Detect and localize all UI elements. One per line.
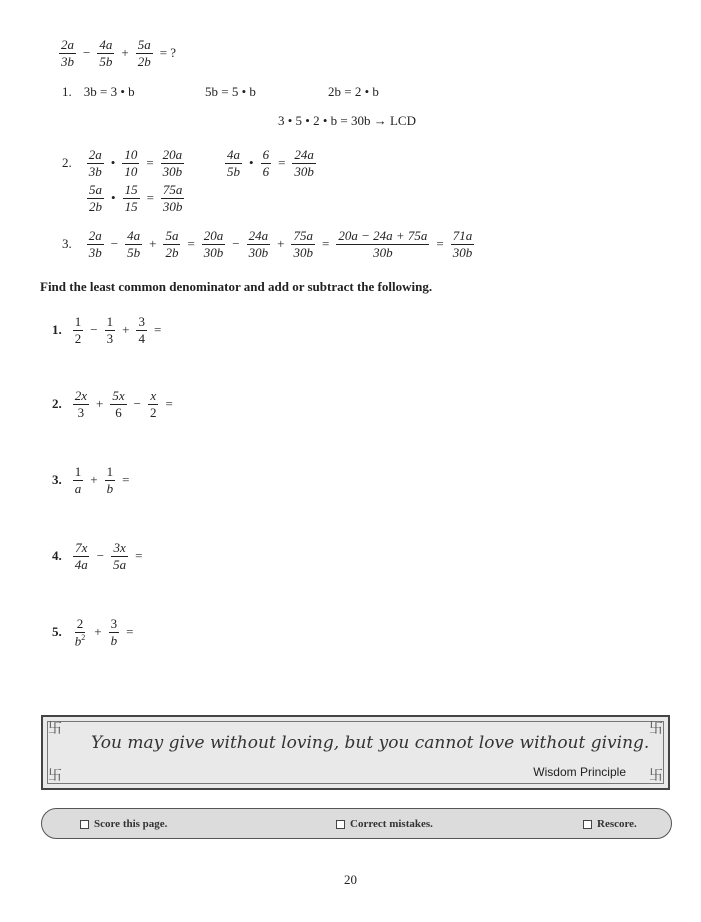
- fraction: $\frac{1}{3}$: [106, 314, 114, 346]
- corner-ornament-icon: 卐: [649, 768, 663, 784]
- fraction: $\frac{1}{b}$: [106, 464, 114, 496]
- example-problem: 2a 3b − $\frac{4a}{5b}$ + $\frac{5a}{2b}$ = ?: [61, 37, 177, 69]
- exercise-4: 4. 7x 4a − $\frac{3x}{5a}$ =: [52, 540, 143, 572]
- fraction: $\frac{3x}{5a}$: [113, 540, 127, 572]
- fraction: 2x 3: [74, 388, 88, 420]
- fraction: $\frac{3}{4}$: [138, 314, 145, 346]
- fraction: $\frac{5a}{2b}$: [137, 37, 151, 69]
- exercise-3: 3. 1 a + $\frac{1}{b}$ =: [52, 464, 130, 496]
- fraction: $\frac{5a}{2b}$: [165, 228, 179, 260]
- step3-row: 3. 2a 3b − $\frac{4a}{5b}$ + $\frac{5a}{2b}$ = $\frac{20a}{30b}$ − $\frac{24a}{30b}$ + $\frac{75a}{30b}$ = $\frac{20a - 24a + 75a}{30b}$ = $\frac{71a}{30b}$: [62, 228, 473, 260]
- fraction: 2a 3b: [61, 37, 74, 69]
- step2-row1: 2. 2a 3b • $\frac{10}{10}$ = $\frac{20a}{30b}$: [62, 147, 183, 179]
- page-number: 20: [344, 872, 357, 887]
- factor-3b: 3b = 3 • b: [83, 84, 135, 99]
- fraction: $\frac{10}{10}$: [124, 147, 138, 179]
- fraction: 4a 5b: [227, 147, 240, 179]
- exercise-2: 2. 2x 3 + $\frac{5x}{6}$ − $\frac{x}{2}$ =: [52, 388, 173, 420]
- exercise-1: 1. 1 2 − $\frac{1}{3}$ + $\frac{3}{4}$ =: [52, 314, 162, 346]
- fraction: $\frac{20a}{30b}$: [203, 228, 224, 260]
- corner-ornament-icon: 卐: [48, 768, 62, 784]
- instructions-heading: Find the least common denominator and add or subtract the following.: [40, 279, 433, 294]
- fraction: 1 2: [74, 314, 82, 346]
- lcd-line: 3 • 5 • 2 • b = 30b → LCD: [278, 113, 416, 128]
- fraction: 5a 2b: [89, 182, 102, 214]
- fraction: $\frac{x}{2}$: [150, 388, 157, 420]
- step2-row1b: 4a 5b • $\frac{6}{6}$ = $\frac{24a}{30b}$: [227, 147, 314, 179]
- factor-2b: 2b = 2 • b: [328, 84, 379, 99]
- fraction: $\frac{75a}{30b}$: [162, 182, 183, 214]
- checkbox-icon[interactable]: [583, 820, 592, 829]
- fraction: $\frac{20a - 24a + 75a}{30b}$: [338, 228, 428, 260]
- quote-attribution: Wisdom Principle: [533, 765, 626, 779]
- step2-row2: 5a 2b • $\frac{15}{15}$ = $\frac{75a}{30b}$: [89, 182, 183, 214]
- factor-5b: 5b = 5 • b: [205, 84, 256, 99]
- quote-box: [41, 715, 670, 790]
- quote-text: You may give without loving, but you cannot love without giving.: [91, 733, 650, 753]
- corner-ornament-icon: 卐: [48, 721, 62, 737]
- fraction: $\frac{4a}{5b}$: [99, 37, 113, 69]
- exercise-5: 5. 2 $b^2$ + $\frac{3}{b}$ =: [52, 616, 134, 648]
- fraction: 1 a: [74, 464, 82, 496]
- checkbox-icon[interactable]: [336, 820, 345, 829]
- fraction: $\frac{20a}{30b}$: [162, 147, 183, 179]
- corner-ornament-icon: 卐: [649, 721, 663, 737]
- checklist-item-rescore[interactable]: Rescore.: [583, 818, 637, 830]
- checklist-item-score[interactable]: Score this page.: [80, 818, 167, 830]
- checklist-item-correct[interactable]: Correct mistakes.: [336, 818, 433, 830]
- fraction: 2a 3b: [88, 228, 102, 260]
- fraction: $\frac{15}{15}$: [124, 182, 138, 214]
- fraction: $\frac{75a}{30b}$: [293, 228, 313, 260]
- fraction: $\frac{6}{6}$: [262, 147, 270, 179]
- fraction: 2a 3b: [88, 147, 102, 179]
- fraction: $\frac{3}{b}$: [110, 616, 118, 648]
- fraction: $\frac{4a}{5b}$: [127, 228, 141, 260]
- fraction: 2 $b^2$: [74, 616, 86, 648]
- step1-label: 1. 3b = 3 • b: [62, 84, 135, 99]
- fraction: $\frac{24a}{30b}$: [248, 228, 269, 260]
- fraction: $\frac{71a}{30b}$: [452, 228, 473, 260]
- fraction: $\frac{24a}{30b}$: [294, 147, 314, 179]
- fraction: $\frac{5x}{6}$: [112, 388, 125, 420]
- score-checklist: [41, 808, 672, 839]
- fraction: 7x 4a: [74, 540, 88, 572]
- checkbox-icon[interactable]: [80, 820, 89, 829]
